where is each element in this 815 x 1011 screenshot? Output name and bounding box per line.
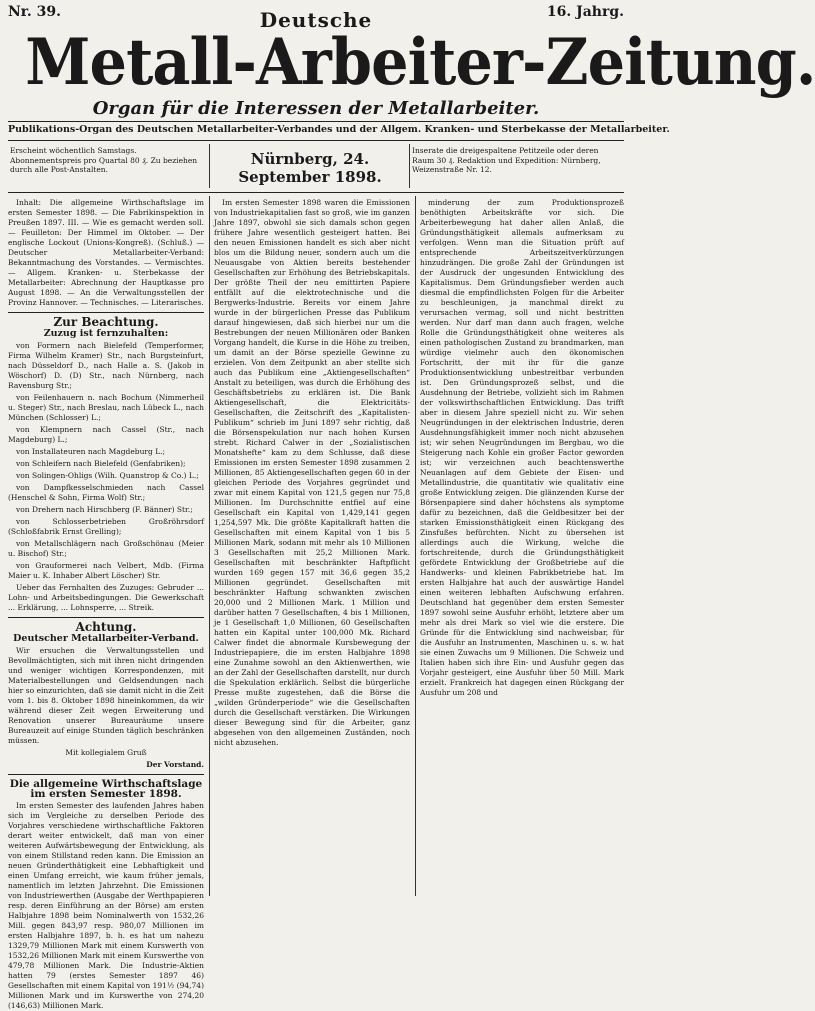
- publication-line: Publikations-Organ des Deutschen Metallarbeiter-Verbandes und der Allgem. Kranken- und Sterbekasse der Metallarbeiter.: [8, 124, 670, 135]
- article-paragraph: Im ersten Semester des laufenden Jahres haben sich im Vergleiche zu derselben Periode des Vorjahres verschiedene wirthschaftliche Faktoren derart weiter entwickelt, daß man von einer weiteren Aufwärtsbewegung der Entwicklung, als von einem Stillstand reden kann. Die Emission an neuen Gründerthätigkeit eine Lebhaftigkeit und einen Umfang erreicht, wie kaum früher jemals, namentlich im letzten Jahrzehnt. Die Emissionen von Industriewerthen (Ausgabe der Werthpapieren resp. deren Einführung an der Börse) am ersten Halbjahre 1898 beim Nominalwerth von 1532,26 Mill. gegen 843,97 resp. 980,07 Millionen im ersten Halbjahre 1897, b. h. es hat um nahezu 1329,79 Millionen Mark mit einem Kurswerth von 1532,26 Millionen Mark mit einem Kurswerthe von 479,78 Millionen Mark. Die Industrie-Aktien hatten 79 (erstes Semester 1897 46) Gesellschaften mit einem Kapital von 191½ (94,74) Millionen Mark und im Kurswerthe von 274,20 (146,63) Millionen Mark.: [8, 801, 204, 1010]
- signature: Der Vorstand.: [146, 760, 204, 769]
- notice-item: von Drehern nach Hirschberg (F. Bänner) Str.;: [16, 505, 193, 514]
- issue-date: Nürnberg, 24. September 1898.: [238, 150, 382, 186]
- column-right: [420, 198, 624, 896]
- masthead-top-row: [8, 4, 624, 32]
- article-paragraph: Im ersten Semester 1898 waren die Emissionen von Industriekapitalien fast so groß, wie im ganzen Jahre 1897, obwohl sie sich damals schon gegen frühere Jahre wesentlich gesteigert hatten. Bei den neuen Emissionen handelt es sich aber nicht blos um die Bildung neuer, sondern auch um die Neuausgabe von Aktien bereits bestehender Gesellschaften zur Erhöhung des Betriebskapitals. Der größte Theil der neu emittirten Papiere entfällt auf die elektrotechnische und die Bergwerks-Industrie. Bereits vor einem Jahre wurde in der bürgerlichen Presse das Publikum darauf hingewiesen, daß sich hierbei nur um die Bestrebungen der neuen Millionären oder Banken Vorgang handelt, die Kurse in die Höhe zu treiben, um damit an der Börse spezielle Gewinne zu erzielen. Von dem Zeitpunkt an aber stellte sich auch das Publikum eine „Aktiengesellschaften“ Anstalt zu beteiligen, was durch die Erhöhung des Geschäftsbetriebs zu erklären ist. Die Bank Aktiengesellschaft, die Elektricitäts-Gesellschaften, die Zeitschrift des „Kapitalisten-Publikum“ schrieb im Juni 1897 sehr richtig, daß die Börsenspekulation nur nach hohen Kursen strebt. Richard Calwer in der „Sozialistischen Monatshefte“ kam zu dem Schlusse, daß diese Emissionen im ersten Semester 1898 zusammen 2 Millionen, 85 Aktiengesellschaften gegen 60 in der gleichen Periode des Vorjahres gegründet und zwar mit einem Kapital von 121,5 gegen nur 75,8 Millionen. Im Durchschnitte entfiel auf eine Gesellschaft ein Kapital von 1,429,141 gegen 1,254,597 Mk. Die größte Kapitalkraft hatten die Gesellschaften mit einem Kapital von 1 bis 5 Millionen Mark, sodann mit mehr als 10 Millionen 3 Gesellschaften mit 25,2 Millionen Mark. Gesellschaften mit beschränkter Haftpflicht wurden 169 gegen 157 mit 36,6 gegen 35,2 Millionen gegründet. Gesellschaften mit beschränkter Haftung schwankten zwischen 20,000 und 2 Millionen Mark. 1 Million und darüber hatten 7 Gesellschaften, 4 bis 1 Millionen, je 1 Gesellschaft 1,0 Millionen, 60 Gesellschaften hatten ein Kapital unter 100,000 Mk. Richard Calwer findet die abnormale Kursbewegung der Industriepapiere, die im ersten Halbjahre 1898 eine Zunahme sowohl an den Aktienwerthen, wie an der Zahl der Gesellschaften darstellt, nur durch die Spekulation erklärlich. Selbst die bürgerliche Presse mußte zugestehen, daß die Börse die „wilden Gründerperiode“ wie die Gesellschaften durch die Gesellschaft verstärken. Die Wirkungen dieser Bewegung sind für die Arbeiter, ganz abgesehen von den allgemeinen Zuständen, noch nicht abzusehen.: [214, 198, 410, 747]
- column-divider: [409, 144, 410, 188]
- volume-year: 16. Jahrg.: [546, 4, 624, 20]
- masthead-title: Metall-Arbeiter-Zeitung.: [25, 25, 815, 100]
- achtung-title: Achtung.: [75, 620, 137, 634]
- achtung-text: Wir ersuchen die Verwaltungsstellen und Bevollmächtigten, sich mit ihren nicht dringenden und weniger wichtigen Korrespondenzen, mit Materialbestellungen und Geldsendungen nach hier so einzurichten, daß sie damit nicht in die Zeit vom 1. bis 8. Oktober 1898 hineinkommen, da wir während dieser Zeit wegen Erweiterung und Renovation unserer Bureauräume unsere Bureauzeit auf einige Stunden täglich beschränken müssen.: [8, 646, 204, 745]
- divider-rule: [8, 140, 624, 141]
- divider-rule: [8, 312, 204, 313]
- article-paragraph: minderung der zum Produktionsprozeß benöthigten Arbeitskräfte vor sich. Die Arbeiterbewegung hat daher allen Anlaß, die Gründungsthätigkeit allemals aufmerksam zu verfolgen. Wenn man die Situation prüft auf entsprechende Arbeitszeitverkürzungen hinzudrängen. Die große Zahl der Gründungen ist der Ausdruck der ungesunden Entwicklung des Kapitalismus. Dem Gründungsfieber werden auch diesmal die empfindlichsten Folgen für die Arbeiter zu beschleunigen, ja manchmal direkt zu verursachen vermag, soll und nicht bestritten werden. Nur darf man dann auch fragen, welche Rolle die Gründungsthätigkeit ohne weiteres als einen pathologischen Zustand zu brandmarken, man würdige vielmehr auch den ökonomischen Fortschritt, der mit ihr für die ganze Produktionsentwicklung unbestreitbar verbunden ist. Den Gründungsprozeß selbst, und die Ausdehnung der Betriebe, vollzieht sich im Rahmen der volkswirthschaftlichen Entwicklung. Das trifft aber in diesem Jahre speziell nicht zu. Wir sehen Neugründungen in der elektrischen Industrie, deren Ausdehnungsfähigkeit immer noch nicht abzusehen ist; wir sehen Neugründungen im Bergbau, wo die Steigerung nach Kohle ein großer Factor geworden ist; wir verzeichnen auch beachtenswerthe Neuanlagen auf dem Gebiete der Eisen- und Metallindustrie, die quantitativ wie qualitativ eine große Entwicklung zeigen. Die glänzenden Kurse der Börsenpapiere sind daher höchstens als symptome dafür zu bezeichnen, daß die Geldbesitzer bei der starken Emissionsthätigkeit einen Rückgang des Zinsfußes befürchten. Nicht zu übersehen ist allerdings auch die Wirkung, welche die fortschreitende, durch die Gründungsthätigkeit gefördete Entwicklung der Großbetriebe auf die Handwerks- und kleinen Fabrikbetriebe hat. Im ersten Halbjahre hat auch der auswärtige Handel einen weiteren lebhaften Aufschwung erfahren. Deutschland hat gegenüber dem ersten Semester 1897 sowohl seine Ausfuhr erhöht, letztere aber um mehr als drei Mark so viel wie die erstere. Die Gründe für die Entwicklung sind nachweisbar, für die Ausfuhr an Instrumenten, Maschinen u. s. w. hat sie einen Zuwachs um 9 Millionen. Die Schweiz und Italien haben sich ihre Ein- und Ausfuhr gegen das Vorjahr gesteigert, eine Ausfuhr über 50 Mill. Mark erzielt. Frankreich hat dagegen einen Rückgang der Ausfuhr um 208 und: [420, 198, 624, 697]
- notice-item: von Dampfkesselschmieden nach Cassel (Henschel & Sohn, Firma Wolf) Str.;: [8, 483, 204, 502]
- notice-item: Ueber das Fernhalten des Zuzuges: Gebruder ... Lohn- und Arbeitsbedingungen. Die Gewerkschaft ... Erklärung, ... Lohnsperre, ... Streik.: [8, 583, 204, 612]
- notice-item: von Metallschlägern nach Großschönau (Meier u. Bischof) Str.;: [8, 539, 204, 558]
- notice-item: von Solingen-Ohligs (Wilh. Quanstrop & Co.) L.;: [16, 471, 199, 480]
- greeting: Mit kollegialem Gruß: [65, 748, 147, 757]
- notice-item: von Installateuren nach Magdeburg L.;: [16, 447, 166, 456]
- notice-item: von Schlosserbetrieben Großröhrsdorf (Schloßfabrik Ernst Grelling);: [8, 517, 204, 536]
- advertising-info: Inserate die dreigespaltene Petitzeile oder deren Raum 30 ₰. Redaktion und Expedition: Nürnberg, Weizenstraße Nr. 12.: [412, 146, 601, 174]
- notice-item: von Feilenhauern n. nach Bochum (Nimmerheil u. Steger) Str., nach Breslau, nach Lübeck L., nach München (Schlosser) L.;: [8, 393, 204, 422]
- contents-summary: Inhalt: Die allgemeine Wirthschaftslage im ersten Semester 1898. — Die Fabrikinspektion in Preußen 1897. III. — Wie es gemacht werden soll. — Feuilleton: Der Himmel im Oktober. — Der englische Lockout (Unions-Kongreß). (Schluß.) — Deutscher Metallarbeiter-Verband: Bekanntmachung des Vorstandes. — Vermischtes. — Allgem. Kranken- u. Sterbekasse der Metallarbeiter: Abrechnung der Hauptkasse pro August 1898. — An die Verwaltungsstellen der Provinz Hannover. — Technisches. — Literarisches.: [8, 198, 204, 307]
- masthead-deutsche: Deutsche: [259, 8, 373, 32]
- notice-item: von Schleifern nach Bielefeld (Genfabriken);: [16, 459, 186, 468]
- notice-subtitle: Zuzug ist fernzuhalten:: [43, 328, 169, 339]
- issue-number: Nr. 39.: [8, 4, 61, 20]
- notice-title: Zur Beachtung.: [53, 315, 159, 329]
- masthead-subtitle: Organ für die Interessen der Metallarbeiter.: [92, 98, 540, 119]
- article-title: Die allgemeine Wirthschaftslage im ersten Semester 1898.: [9, 778, 203, 800]
- verband-title: Deutscher Metallarbeiter-Verband.: [13, 633, 199, 644]
- notice-item: von Formern nach Bielefeld (Temperformer, Firma Wilhelm Kramer) Str., nach Burgsteinfurt, nach Düsseldorf D., nach Halle a. S. (Jakob in Wöschorf) D. (D) Str., nach Nürnberg, nach Ravensburg Str.;: [8, 341, 204, 390]
- notice-item: von Klempnern nach Cassel (Str., nach Magdeburg) L.;: [8, 425, 204, 444]
- notice-item: von Grauformerei nach Velbert, Mdb. (Firma Maier u. K. Inhaber Albert Löscher) Str.: [8, 561, 204, 580]
- divider-rule: [8, 192, 624, 193]
- column-divider: [209, 144, 210, 188]
- column-divider: [415, 196, 416, 896]
- column-middle: [214, 198, 410, 896]
- column-divider: [209, 196, 210, 896]
- divider-rule: [8, 774, 204, 775]
- divider-rule: [8, 121, 624, 122]
- column-left: [8, 198, 204, 1010]
- divider-rule: [8, 617, 204, 618]
- subscription-info: Erscheint wöchentlich Samstags. Abonnementspreis pro Quartal 80 ₰. Zu beziehen durch alle Post-Anstalten.: [10, 146, 198, 174]
